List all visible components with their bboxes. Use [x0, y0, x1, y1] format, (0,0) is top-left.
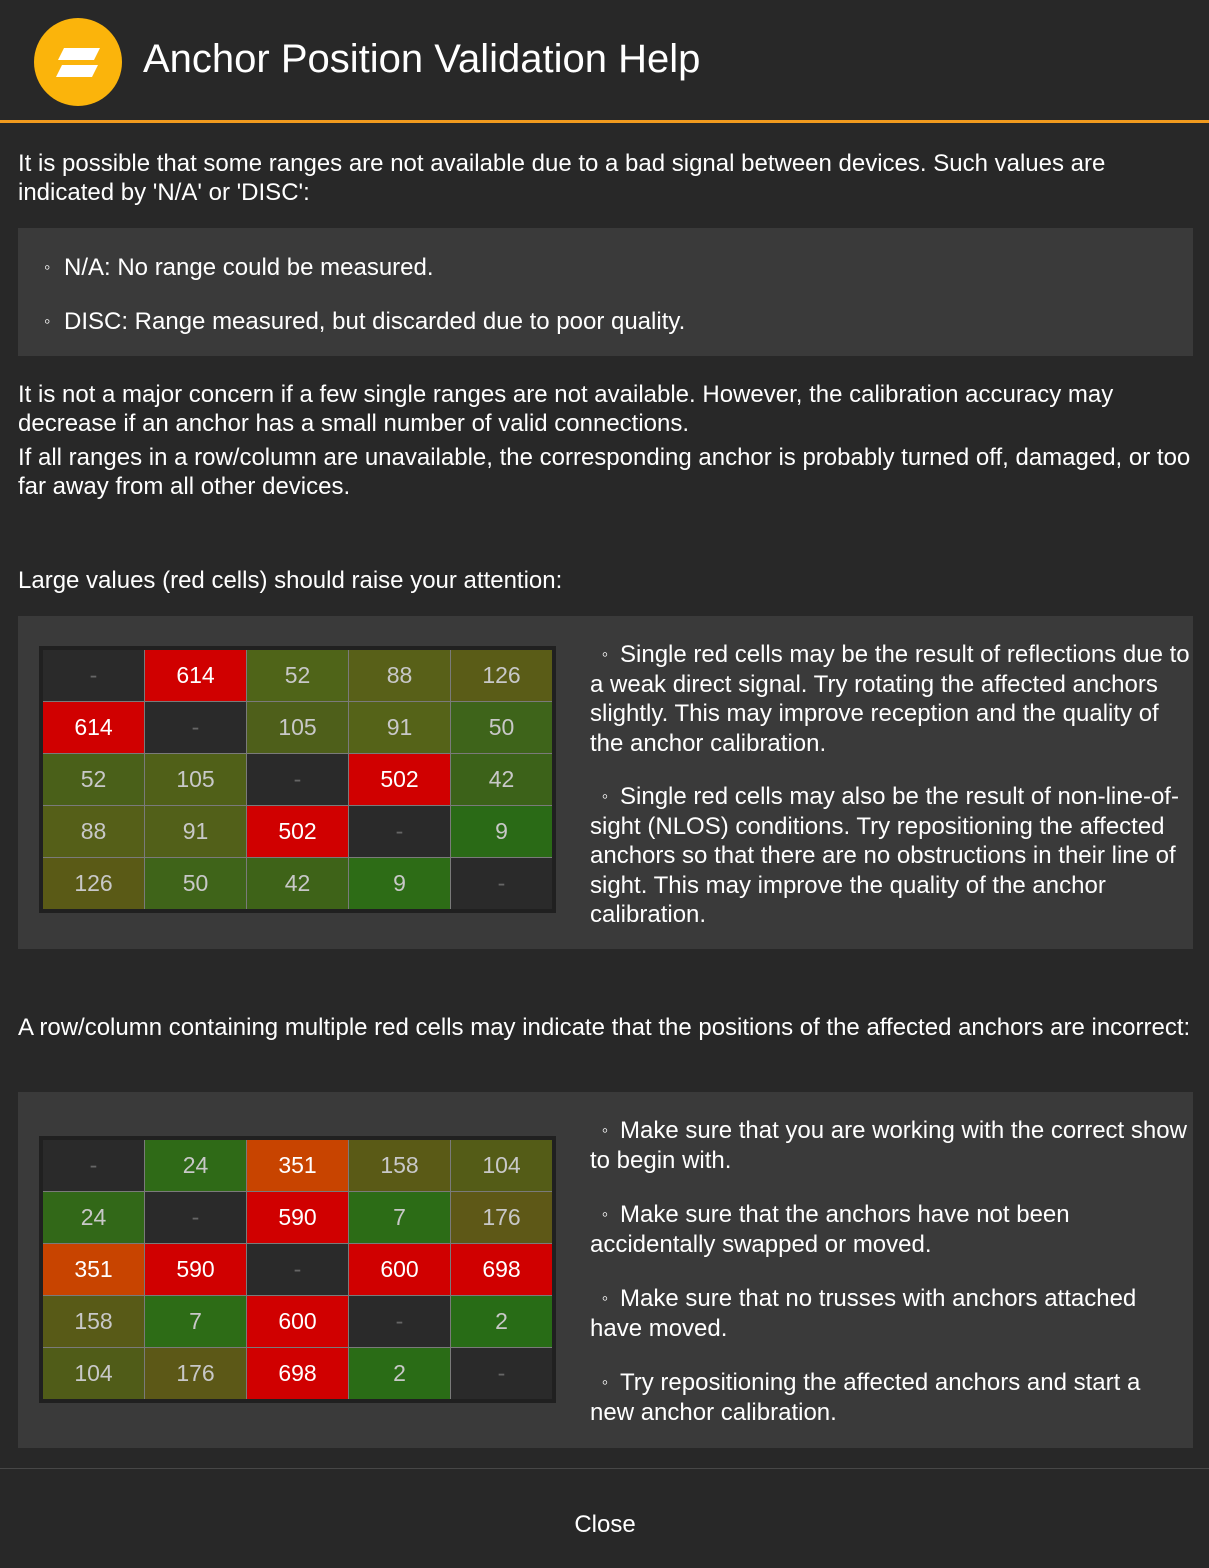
section2-heading: A row/column containing multiple red cells may indicate that the positions of the affected anchors are incorrect: — [18, 1014, 1191, 1041]
range-matrix-multiple-red — [39, 1136, 556, 1403]
matrix-cell-r4-c5: 9 — [451, 806, 552, 857]
matrix-grid — [43, 1140, 552, 1399]
matrix-cell-r5-c5: - — [451, 1348, 552, 1399]
matrix-cell-r5-c2: 50 — [145, 858, 246, 909]
matrix-cell-r1-c1: - — [43, 650, 144, 701]
matrix-cell-r5-c1: 126 — [43, 858, 144, 909]
section2-panel — [18, 1092, 1193, 1448]
matrix-cell-r3-c5: 42 — [451, 754, 552, 805]
matrix-cell-r2-c5: 176 — [451, 1192, 552, 1243]
bullet-icon: ◦ — [601, 1120, 609, 1140]
matrix-cell-r1-c5: 126 — [451, 650, 552, 701]
footer-divider — [0, 1468, 1209, 1469]
matrix-cell-r2-c2: - — [145, 1192, 246, 1243]
header-accent-divider — [0, 120, 1209, 123]
matrix-cell-r4-c4: - — [349, 806, 450, 857]
matrix-cell-r1-c4: 158 — [349, 1140, 450, 1191]
matrix-cell-r2-c3: 590 — [247, 1192, 348, 1243]
matrix-cell-r4-c4: - — [349, 1296, 450, 1347]
matrix-cell-r3-c3: - — [247, 754, 348, 805]
matrix-cell-r4-c3: 502 — [247, 806, 348, 857]
matrix-cell-r3-c2: 105 — [145, 754, 246, 805]
matrix-cell-r2-c2: - — [145, 702, 246, 753]
list-item: ◦ N/A: No range could be measured. — [44, 254, 434, 281]
matrix-cell-r1-c3: 52 — [247, 650, 348, 701]
matrix-cell-r3-c5: 698 — [451, 1244, 552, 1295]
list-item: ◦ DISC: Range measured, but discarded due to poor quality. — [44, 308, 686, 335]
unavailable-values-panel — [18, 228, 1193, 356]
matrix-cell-r3-c1: 351 — [43, 1244, 144, 1295]
matrix-cell-r3-c1: 52 — [43, 754, 144, 805]
matrix-cell-r4-c2: 7 — [145, 1296, 246, 1347]
matrix-cell-r4-c1: 158 — [43, 1296, 144, 1347]
section1-panel — [18, 616, 1193, 949]
matrix-cell-r2-c4: 91 — [349, 702, 450, 753]
tip-item: ◦ Make sure that you are working with the correct show to begin with. — [590, 1117, 1187, 1174]
matrix-cell-r4-c2: 91 — [145, 806, 246, 857]
matrix-cell-r2-c1: 24 — [43, 1192, 144, 1243]
matrix-cell-r1-c5: 104 — [451, 1140, 552, 1191]
matrix-cell-r2-c3: 105 — [247, 702, 348, 753]
tip-item: ◦ Try repositioning the affected anchors and start a new anchor calibration. — [590, 1369, 1141, 1426]
matrix-cell-r5-c3: 42 — [247, 858, 348, 909]
range-matrix-single-red — [39, 646, 556, 913]
matrix-cell-r2-c1: 614 — [43, 702, 144, 753]
matrix-cell-r1-c2: 614 — [145, 650, 246, 701]
matrix-cell-r4-c1: 88 — [43, 806, 144, 857]
matrix-cell-r5-c1: 104 — [43, 1348, 144, 1399]
matrix-cell-r2-c4: 7 — [349, 1192, 450, 1243]
concern-paragraph-2: If all ranges in a row/column are unavailable, the corresponding anchor is probably turned off, damaged, or too far away from all other devices. — [18, 444, 1191, 500]
matrix-cell-r1-c2: 24 — [145, 1140, 246, 1191]
matrix-grid — [43, 650, 552, 909]
matrix-cell-r1-c4: 88 — [349, 650, 450, 701]
matrix-cell-r4-c3: 600 — [247, 1296, 348, 1347]
concern-paragraph-1: It is not a major concern if a few single ranges are not available. However, the calibration accuracy may decrease if an anchor has a small number of valid connections. — [18, 381, 1114, 437]
bullet-icon: ◦ — [44, 257, 51, 277]
dialog-header — [0, 0, 1209, 121]
tip-item: ◦ Single red cells may be the result of reflections due to a weak direct signal. Try rotating the affected anchors slightly. This may improve reception and the quality of the anchor calibration. — [590, 641, 1190, 757]
close-button[interactable]: Close — [574, 1511, 636, 1538]
dialog-title: Anchor Position Validation Help — [143, 37, 701, 81]
matrix-cell-r5-c5: - — [451, 858, 552, 909]
matrix-cell-r3-c3: - — [247, 1244, 348, 1295]
bullet-icon: ◦ — [44, 311, 51, 331]
matrix-cell-r5-c4: 9 — [349, 858, 450, 909]
matrix-cell-r5-c2: 176 — [145, 1348, 246, 1399]
matrix-cell-r3-c2: 590 — [145, 1244, 246, 1295]
bullet-icon: ◦ — [601, 1372, 609, 1392]
bullet-icon: ◦ — [601, 1288, 609, 1308]
tip-item: ◦ Single red cells may also be the result of non-line-of-sight (NLOS) conditions. Try repositioning the affected anchors so that there are no obstructions in their line of sight. This may improve the quality of the anchor calibration. — [590, 783, 1179, 928]
bullet-icon: ◦ — [601, 786, 609, 806]
matrix-cell-r2-c5: 50 — [451, 702, 552, 753]
matrix-cell-r1-c1: - — [43, 1140, 144, 1191]
stripes-logo-icon — [34, 18, 122, 106]
bullet-icon: ◦ — [601, 1204, 609, 1224]
matrix-cell-r5-c4: 2 — [349, 1348, 450, 1399]
matrix-cell-r1-c3: 351 — [247, 1140, 348, 1191]
tip-item: ◦ Make sure that no trusses with anchors attached have moved. — [590, 1285, 1137, 1342]
matrix-cell-r5-c3: 698 — [247, 1348, 348, 1399]
matrix-cell-r3-c4: 600 — [349, 1244, 450, 1295]
matrix-cell-r3-c4: 502 — [349, 754, 450, 805]
matrix-cell-r4-c5: 2 — [451, 1296, 552, 1347]
bullet-icon: ◦ — [601, 644, 609, 664]
tip-item: ◦ Make sure that the anchors have not been accidentally swapped or moved. — [590, 1201, 1070, 1258]
section1-heading: Large values (red cells) should raise your attention: — [18, 567, 563, 594]
intro-text: It is possible that some ranges are not available due to a bad signal between devices. Such values are indicated by 'N/A' or 'DISC': — [18, 150, 1106, 206]
